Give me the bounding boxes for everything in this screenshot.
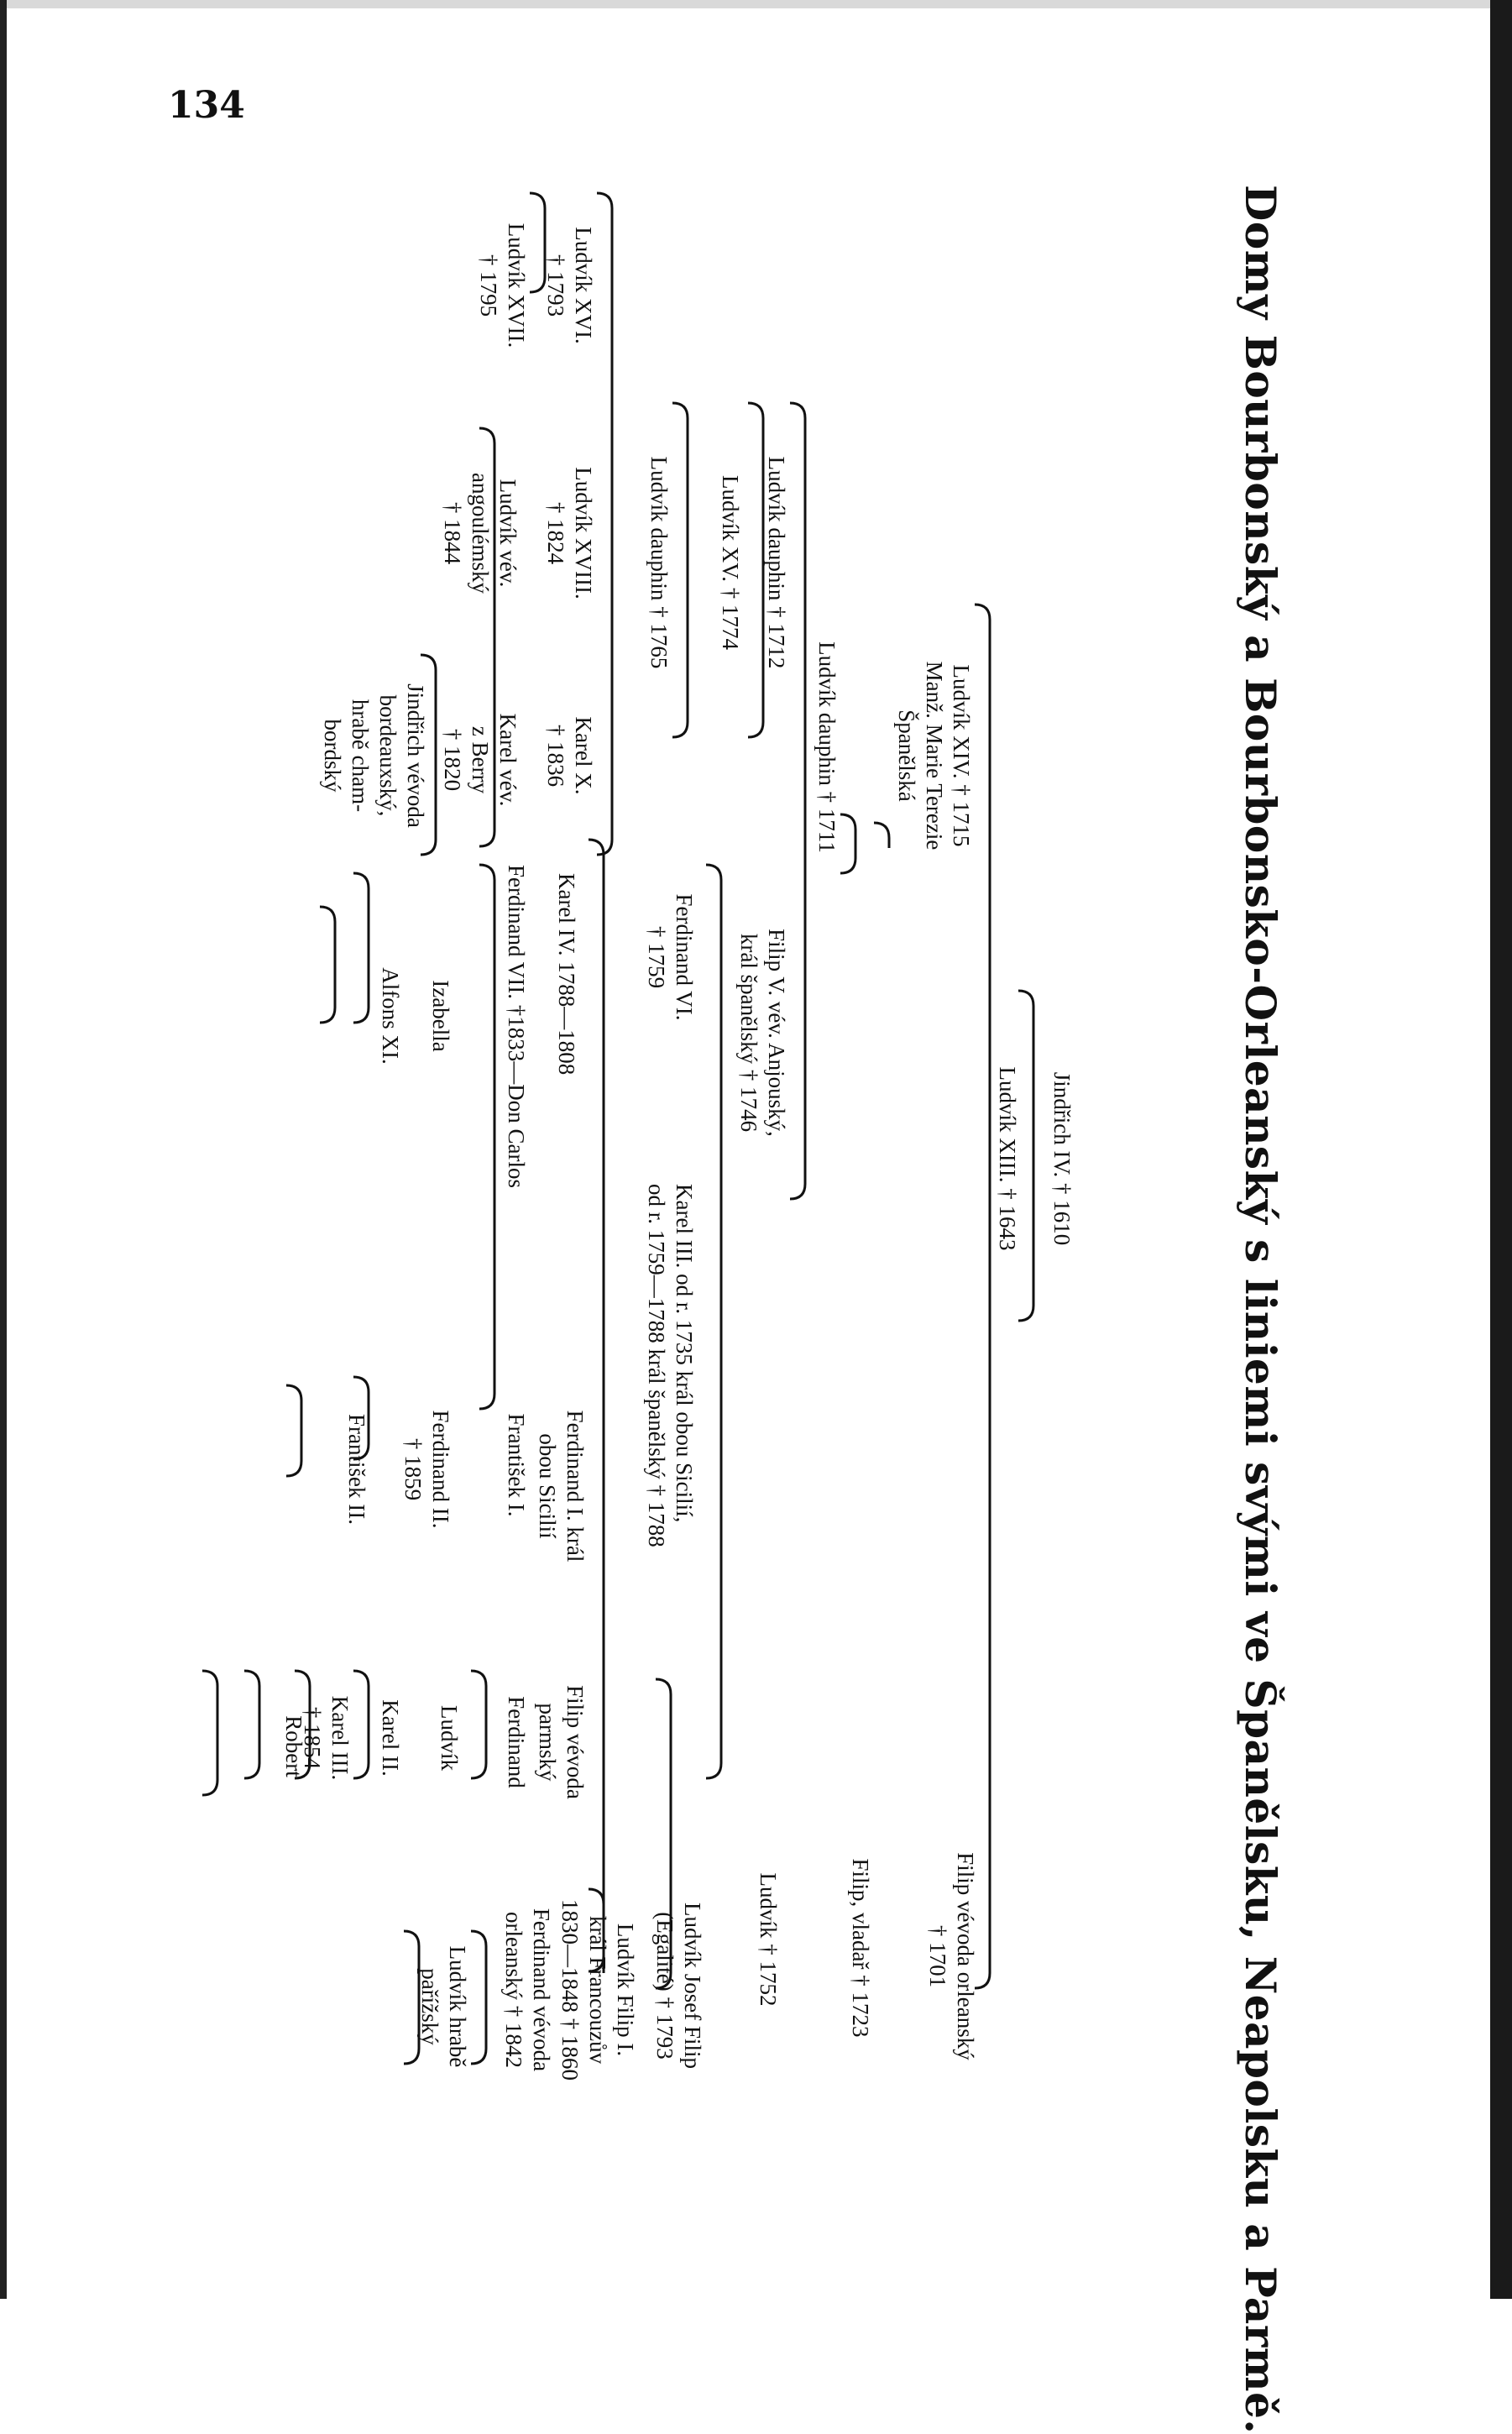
bracket-children-dauphin <box>790 403 805 1199</box>
bracket-children-ludvik-xiii <box>975 605 990 1988</box>
person-jindrich-iv: Jindřich IV. † 1610 <box>1049 1071 1075 1246</box>
bracket-children-karel-iii-parma <box>202 1671 217 1795</box>
bracket-children-ferdinand-ii <box>286 1385 301 1476</box>
bracket-children-ferdinand-parma <box>353 1671 369 1778</box>
person-izabella: Izabella <box>428 980 453 1052</box>
person-ludvik-josef-filip: Ludvík Josef Filip (Egalité) † 1793 <box>652 1902 705 2069</box>
person-marie-terezie: Manž. Marie Terezie Španělská <box>894 661 947 851</box>
person-frantisek-i: František I. <box>504 1413 529 1517</box>
person-jindrich-bordeaux: Jindřich vévoda bordeauxský, hrabě cham- bordský <box>320 683 428 828</box>
person-ludvik-xvi: Ludvík XVI. † 1793 <box>543 227 596 344</box>
person-filip-vladar: Filip, vladař † 1723 <box>848 1858 873 2038</box>
bracket-children-ferdinand-vii <box>353 873 369 1023</box>
person-ferdinand-vi: Ferdinand VI. † 1759 <box>644 893 697 1021</box>
bracket-children-izabella <box>320 907 335 1023</box>
bracket-children-filip-v <box>706 865 721 1778</box>
person-ludvik-filip-i: Ludvík Filip I. král Francouzův 1830—1848 † 1860 <box>557 1899 638 2081</box>
person-alfons-xi: Alfons XI. <box>378 967 403 1065</box>
person-ferdinand-i: Ferdinand I. král obou Sicilií <box>535 1410 588 1562</box>
person-ludvik-dauphin-1765: Ludvík dauphin † 1765 <box>646 456 672 669</box>
person-ludvik-parma: Ludvík <box>437 1705 462 1771</box>
person-ludvik-xv: Ludvík XV. † 1774 <box>718 474 743 650</box>
bracket-children-filip-parma <box>471 1671 486 1778</box>
person-karel-ii: Karel II. <box>378 1699 403 1777</box>
person-ludvik-xiv: Ludvík XIV. † 1715 <box>949 664 974 847</box>
page-title: Domy Bourbonský a Bourbonsko-Orleanský s liniemi svými ve Španělsku, Neapolsku a Parmě. <box>1236 185 1285 2434</box>
person-karel-iii: Karel III. od r. 1735 král obou Sicilií, od r. 1759—1788 král španělský † 1788 <box>644 1184 697 1547</box>
bracket-dauphin-1765 <box>672 403 688 737</box>
person-ferdinand-vii: Ferdinand VII. †1833—Don Carlos <box>504 865 529 1188</box>
person-karel-berry: Karel vév. z Berry † 1820 <box>440 713 521 807</box>
person-ferdinand-ii: Ferdinand II. † 1859 <box>400 1410 453 1529</box>
bracket-children-dauphin-1765 <box>597 193 612 855</box>
bracket-children-karel-iv <box>479 865 494 1409</box>
person-ludvik-hrabe-parizsky: Ludvík hrabě pařížský <box>417 1945 470 2068</box>
person-ludvik-1752: Ludvík † 1752 <box>756 1872 781 2007</box>
person-ludvik-dauphin-1711: Ludvík dauphin † 1711 <box>814 641 840 853</box>
person-karel-iii-parma: Karel III. † 1854 <box>300 1695 353 1781</box>
person-ludvik-xiii: Ludvík XIII. † 1643 <box>995 1066 1020 1251</box>
person-robert: Robert <box>281 1715 306 1777</box>
bracket-children-karel-ii <box>244 1671 259 1778</box>
person-ferdinand-parma: Ferdinand <box>504 1696 529 1788</box>
bracket-children-ludvik-xiv <box>874 823 889 848</box>
person-filip-orleans-1701: Filip vévoda orleanský † 1701 <box>925 1852 978 2060</box>
bracket-dauphin-1711 <box>840 814 855 873</box>
bracket-children-ludvik-filip <box>471 1931 486 2064</box>
person-filip-parma: Filip vévoda parmský <box>535 1685 588 1799</box>
person-frantisek-ii: František II. <box>344 1414 369 1525</box>
bracket-children-karel-iii <box>589 840 604 1971</box>
person-ludvik-dauphin-1712: Ludvík dauphin † 1712 <box>764 456 789 669</box>
person-ludvik-angouleme: Ludvík vév. angoulémský † 1844 <box>440 473 521 594</box>
person-filip-v: Filip V. vév. Anjouský, král španělský † 1746 <box>736 929 789 1137</box>
person-ferdinand-orleans: Ferdinand vévoda orleanský † 1842 <box>501 1908 554 2072</box>
person-karel-iv: Karel IV. 1788—1808 <box>554 873 579 1076</box>
person-ludvik-xvii: Ludvík XVII. † 1795 <box>476 222 529 348</box>
person-ludvik-xviii: Ludvík XVIII. † 1824 <box>543 467 596 599</box>
bracket-children-ludvik-xv <box>748 403 763 737</box>
person-karel-x: Karel X. † 1836 <box>543 716 596 795</box>
page-number: 134 <box>168 84 245 127</box>
